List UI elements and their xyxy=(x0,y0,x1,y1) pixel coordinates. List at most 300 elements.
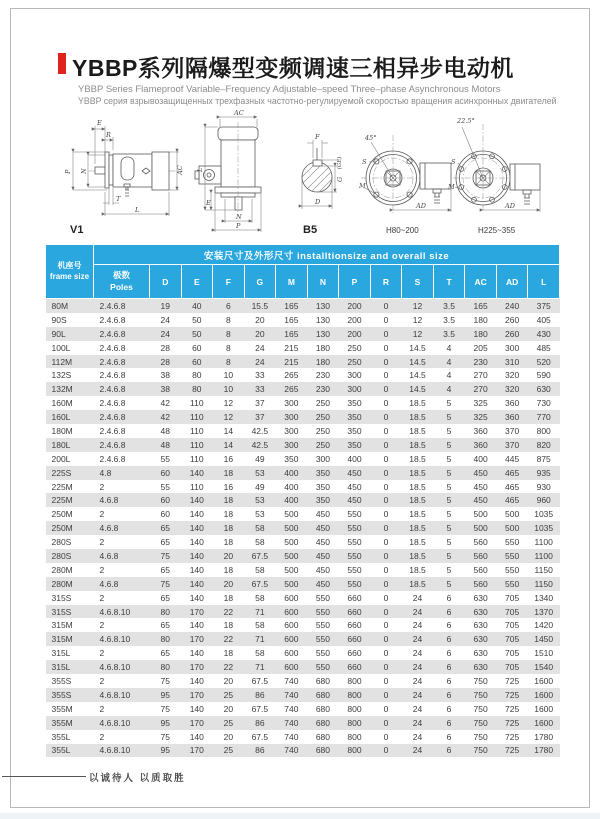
dim-ad2: AD xyxy=(505,202,515,210)
dim-value-cell: 20 xyxy=(223,703,234,714)
dim-value-cell: 465 xyxy=(505,481,520,492)
dim-value-cell: 24 xyxy=(412,606,423,617)
dim-value-cell: 500 xyxy=(284,578,299,589)
table-body xyxy=(46,299,560,758)
dim-value-cell: 800 xyxy=(347,731,362,742)
col-header-M: M xyxy=(276,265,308,299)
table-row xyxy=(46,424,560,438)
dim-m2: M xyxy=(448,183,455,191)
dim-value-cell: 300 xyxy=(284,425,299,436)
dim-value-cell: 250 xyxy=(315,439,331,450)
dim-value-cell: 500 xyxy=(505,523,520,534)
dim-value-cell: 8 xyxy=(225,356,231,367)
dim-value-cell: 800 xyxy=(347,745,362,756)
dim-value-cell: 80 xyxy=(192,370,202,381)
dim-value-cell: 800 xyxy=(536,425,551,436)
dim-value-cell: 140 xyxy=(189,675,204,686)
dim-value-cell: 590 xyxy=(536,370,551,381)
dim-value-cell: 18.5 xyxy=(409,495,426,506)
poles-cell: 4.6.8 xyxy=(99,495,119,506)
scan-edge xyxy=(0,813,600,819)
dim-value-cell: 24 xyxy=(412,717,423,728)
col-header-P: P xyxy=(339,265,371,299)
dim-value-cell: 130 xyxy=(315,314,331,325)
dim-value-cell: 140 xyxy=(189,564,204,575)
dim-value-cell: 6 xyxy=(446,634,452,645)
dim-value-cell: 110 xyxy=(190,453,204,464)
dim-value-cell: 520 xyxy=(536,356,551,367)
table-row xyxy=(46,299,560,313)
dim-n: N xyxy=(80,168,88,174)
dim-value-cell: 58 xyxy=(255,523,265,534)
dim-value-cell: 450 xyxy=(473,467,488,478)
dim-value-cell: 14 xyxy=(223,439,234,450)
dim-value-cell: 75 xyxy=(160,731,170,742)
table-row xyxy=(46,744,560,758)
frame-size-cell: 250M xyxy=(51,523,73,534)
frame-size-cell: 160L xyxy=(51,412,71,423)
dim-value-cell: 48 xyxy=(160,425,170,436)
poles-cell: 2 xyxy=(99,537,105,548)
dim-value-cell: 450 xyxy=(315,509,331,520)
dim-value-cell: 705 xyxy=(505,648,520,659)
dim-value-cell: 445 xyxy=(505,453,520,464)
col-header-AD: AD xyxy=(496,265,528,299)
dim-value-cell: 400 xyxy=(284,495,299,506)
dim-value-cell: 450 xyxy=(347,467,362,478)
dim-value-cell: 0 xyxy=(383,453,389,464)
dim-value-cell: 265 xyxy=(284,384,299,395)
dim-value-cell: 320 xyxy=(505,384,520,395)
dim-value-cell: 0 xyxy=(383,481,389,492)
dim-value-cell: 22 xyxy=(223,662,234,673)
dim-value-cell: 300 xyxy=(315,453,331,464)
dim-value-cell: 8 xyxy=(225,314,231,325)
dim-value-cell: 3.5 xyxy=(443,328,455,339)
dim-value-cell: 6 xyxy=(446,620,452,631)
dim-value-cell: 37 xyxy=(255,398,265,409)
dim-value-cell: 500 xyxy=(284,564,299,575)
dim-value-cell: 360 xyxy=(473,439,488,450)
dim-value-cell: 110 xyxy=(190,412,204,423)
dim-value-cell: 38 xyxy=(160,384,170,395)
dim-value-cell: 400 xyxy=(347,453,362,464)
dim-value-cell: 170 xyxy=(189,634,204,645)
dim-value-cell: 560 xyxy=(473,537,488,548)
table-row xyxy=(46,674,560,688)
dim-value-cell: 18.5 xyxy=(409,578,426,589)
frame-size-cell: 225M xyxy=(51,481,73,492)
dim-value-cell: 550 xyxy=(347,564,362,575)
dim-value-cell: 230 xyxy=(473,356,488,367)
dim-value-cell: 0 xyxy=(383,620,389,631)
dim-value-cell: 350 xyxy=(315,481,331,492)
dim-value-cell: 95 xyxy=(160,689,170,700)
poles-cell: 2.4.6.8 xyxy=(99,439,126,450)
dim-value-cell: 42.5 xyxy=(251,439,269,450)
dim-value-cell: 0 xyxy=(383,439,389,450)
dim-value-cell: 750 xyxy=(473,745,488,756)
table-row xyxy=(46,452,560,466)
dim-value-cell: 22 xyxy=(223,634,234,645)
frame-size-cell: 250M xyxy=(51,509,73,520)
table-row xyxy=(46,313,560,327)
dim-value-cell: 630 xyxy=(473,648,488,659)
dim-value-cell: 58 xyxy=(255,564,265,575)
dim-value-cell: 0 xyxy=(383,717,389,728)
table-row xyxy=(46,702,560,716)
dim-value-cell: 500 xyxy=(505,509,520,520)
dim-value-cell: 80 xyxy=(160,634,170,645)
dim-value-cell: 550 xyxy=(315,634,331,645)
dim-value-cell: 660 xyxy=(347,648,362,659)
frame-size-cell: 315S xyxy=(51,606,72,617)
dim-value-cell: 200 xyxy=(347,314,362,325)
dim-value-cell: 450 xyxy=(347,495,362,506)
dim-value-cell: 71 xyxy=(255,662,265,673)
dim-value-cell: 10 xyxy=(223,384,234,395)
dim-value-cell: 50 xyxy=(192,314,202,325)
dim-value-cell: 930 xyxy=(536,481,551,492)
dim-value-cell: 140 xyxy=(189,703,204,714)
dim-value-cell: 6 xyxy=(446,606,452,617)
dim-value-cell: 450 xyxy=(315,537,331,548)
dim-value-cell: 5 xyxy=(446,439,452,450)
dim-g: G xyxy=(336,176,344,182)
dim-value-cell: 65 xyxy=(160,523,170,534)
table-row xyxy=(46,563,560,577)
dim-value-cell: 0 xyxy=(383,328,389,339)
dim-value-cell: 140 xyxy=(189,523,204,534)
dim-value-cell: 680 xyxy=(315,689,331,700)
dim-value-cell: 1780 xyxy=(534,731,554,742)
dim-value-cell: 14.5 xyxy=(409,370,426,381)
dim-value-cell: 740 xyxy=(284,717,299,728)
dim-value-cell: 24 xyxy=(160,328,170,339)
dim-value-cell: 1780 xyxy=(534,745,554,756)
dim-value-cell: 58 xyxy=(255,620,265,631)
dim-value-cell: 170 xyxy=(189,662,204,673)
table-row xyxy=(46,480,560,494)
dim-value-cell: 12 xyxy=(412,300,423,311)
dim-value-cell: 705 xyxy=(505,662,520,673)
dim-value-cell: 820 xyxy=(536,439,551,450)
dim-value-cell: 24 xyxy=(412,745,423,756)
frame-size-header-en: frame size xyxy=(49,271,90,281)
dim-value-cell: 25 xyxy=(223,745,234,756)
dim-value-cell: 5 xyxy=(446,509,452,520)
dim-value-cell: 58 xyxy=(255,648,265,659)
dim-s2: S xyxy=(451,158,456,166)
dim-value-cell: 6 xyxy=(446,717,452,728)
dim-value-cell: 67.5 xyxy=(251,578,269,589)
dim-value-cell: 53 xyxy=(255,495,265,506)
dim-value-cell: 75 xyxy=(160,578,170,589)
dim-value-cell: 40 xyxy=(192,300,202,311)
dim-value-cell: 170 xyxy=(189,689,204,700)
dim-value-cell: 165 xyxy=(284,328,299,339)
dim-value-cell: 15.5 xyxy=(251,300,269,311)
dim-value-cell: 360 xyxy=(505,398,520,409)
table-row xyxy=(46,341,560,355)
dim-value-cell: 20 xyxy=(223,578,234,589)
v1-motor-drawing xyxy=(64,119,184,216)
dim-value-cell: 260 xyxy=(505,328,520,339)
dim-value-cell: 680 xyxy=(315,745,331,756)
subtitle-english: YBBP Series Flameproof Variable–Frequency Adjustable–speed Three–phase Asynchronous Motors xyxy=(78,84,501,95)
dim-value-cell: 67.5 xyxy=(251,550,269,561)
footer-line xyxy=(2,776,86,777)
dim-value-cell: 350 xyxy=(347,412,362,423)
frame-size-cell: 112M xyxy=(51,356,73,367)
frame-size-cell: 315L xyxy=(51,662,71,673)
dim-value-cell: 750 xyxy=(473,689,488,700)
poles-cell: 2 xyxy=(99,675,105,686)
dim-value-cell: 22 xyxy=(223,606,234,617)
table-row xyxy=(46,535,560,549)
dim-value-cell: 60 xyxy=(192,356,202,367)
table-row xyxy=(46,493,560,507)
dim-value-cell: 14.5 xyxy=(409,342,426,353)
poles-header-en: Poles xyxy=(110,281,133,292)
dim-value-cell: 16 xyxy=(223,453,234,464)
dim-value-cell: 1035 xyxy=(534,523,554,534)
dim-value-cell: 300 xyxy=(284,412,299,423)
table-row xyxy=(46,327,560,341)
dim-value-cell: 550 xyxy=(505,550,520,561)
dim-value-cell: 24 xyxy=(412,648,423,659)
frame-size-cell: 90S xyxy=(51,314,67,325)
dim-value-cell: 325 xyxy=(473,412,488,423)
dim-value-cell: 740 xyxy=(284,745,299,756)
poles-cell: 2 xyxy=(99,620,105,631)
dim-value-cell: 0 xyxy=(383,523,389,534)
col-header-F: F xyxy=(213,265,245,299)
dim-value-cell: 1340 xyxy=(534,592,554,603)
dim-value-cell: 80 xyxy=(192,384,202,395)
dim-value-cell: 140 xyxy=(189,592,204,603)
dim-p2: P xyxy=(236,222,241,230)
dim-value-cell: 33 xyxy=(255,384,265,395)
dim-value-cell: 800 xyxy=(347,717,362,728)
dim-value-cell: 300 xyxy=(347,370,362,381)
dim-value-cell: 6 xyxy=(446,648,452,659)
dim-45deg: 45° xyxy=(365,134,377,142)
dim-value-cell: 465 xyxy=(505,467,520,478)
dim-value-cell: 800 xyxy=(347,675,362,686)
dim-value-cell: 33 xyxy=(255,370,265,381)
dim-value-cell: 65 xyxy=(160,592,170,603)
dim-value-cell: 935 xyxy=(536,467,551,478)
dim-value-cell: 180 xyxy=(473,328,488,339)
col-header-G: G xyxy=(244,265,276,299)
dim-value-cell: 750 xyxy=(473,703,488,714)
dim-value-cell: 130 xyxy=(315,300,331,311)
dim-value-cell: 350 xyxy=(347,425,362,436)
table-row xyxy=(46,591,560,605)
frame-size-cell: 280S xyxy=(51,537,72,548)
dim-value-cell: 465 xyxy=(505,495,520,506)
dim-value-cell: 1100 xyxy=(534,537,553,548)
dim-value-cell: 450 xyxy=(347,481,362,492)
dim-value-cell: 5 xyxy=(446,412,452,423)
dim-value-cell: 430 xyxy=(536,328,551,339)
footer-motto: 以诚待人 以质取胜 xyxy=(89,773,186,784)
dim-value-cell: 550 xyxy=(315,662,331,673)
dim-value-cell: 960 xyxy=(536,495,551,506)
dim-value-cell: 165 xyxy=(284,300,299,311)
dim-value-cell: 140 xyxy=(189,467,204,478)
dim-value-cell: 725 xyxy=(505,717,520,728)
dim-value-cell: 49 xyxy=(255,481,265,492)
dim-value-cell: 800 xyxy=(347,703,362,714)
dim-value-cell: 86 xyxy=(255,717,265,728)
dim-value-cell: 725 xyxy=(505,675,520,686)
dim-value-cell: 18.5 xyxy=(409,550,426,561)
dim-value-cell: 10 xyxy=(223,370,234,381)
dim-value-cell: 24 xyxy=(412,592,423,603)
frame-size-cell: 355S xyxy=(51,675,72,686)
dim-e: E xyxy=(97,119,102,127)
dim-value-cell: 0 xyxy=(383,356,389,367)
dim-value-cell: 5 xyxy=(446,578,452,589)
frame-size-cell: 90L xyxy=(51,328,66,339)
dim-value-cell: 4 xyxy=(446,342,452,353)
dim-value-cell: 180 xyxy=(315,342,331,353)
dim-value-cell: 450 xyxy=(315,523,331,534)
dim-value-cell: 740 xyxy=(284,731,299,742)
dim-value-cell: 630 xyxy=(473,634,488,645)
dim-e2: E xyxy=(206,199,211,207)
dim-value-cell: 0 xyxy=(383,731,389,742)
dim-value-cell: 180 xyxy=(315,356,331,367)
dim-value-cell: 0 xyxy=(383,495,389,506)
dim-value-cell: 600 xyxy=(284,620,299,631)
v1-view-label: V1 xyxy=(70,224,84,236)
dim-value-cell: 86 xyxy=(255,689,265,700)
dim-value-cell: 1420 xyxy=(534,620,554,631)
col-header-S: S xyxy=(402,265,434,299)
dim-value-cell: 6 xyxy=(225,300,231,311)
dim-value-cell: 630 xyxy=(473,606,488,617)
dim-value-cell: 18.5 xyxy=(409,412,426,423)
table-row xyxy=(46,410,560,424)
dim-value-cell: 20 xyxy=(255,328,265,339)
dim-value-cell: 20 xyxy=(223,550,234,561)
frame-size-cell: 160M xyxy=(51,398,73,409)
dim-value-cell: 550 xyxy=(315,606,331,617)
dim-value-cell: 18.5 xyxy=(409,453,426,464)
dim-value-cell: 14.5 xyxy=(409,356,426,367)
col-header-AC: AC xyxy=(465,265,497,299)
dim-value-cell: 725 xyxy=(505,703,520,714)
dim-value-cell: 450 xyxy=(315,564,331,575)
dim-value-cell: 0 xyxy=(383,384,389,395)
dim-value-cell: 5 xyxy=(446,495,452,506)
poles-cell: 2.4.6.8 xyxy=(99,356,126,367)
poles-header xyxy=(94,265,150,299)
frame-size-cell: 315M xyxy=(51,634,73,645)
dim-value-cell: 250 xyxy=(347,342,362,353)
dim-value-cell: 6 xyxy=(446,689,452,700)
dim-value-cell: 60 xyxy=(160,467,170,478)
dim-225deg: 22.5° xyxy=(457,117,475,125)
dim-value-cell: 660 xyxy=(347,634,362,645)
dim-value-cell: 24 xyxy=(255,342,265,353)
dim-d: D xyxy=(315,198,321,206)
dim-value-cell: 42.5 xyxy=(251,425,269,436)
dim-value-cell: 140 xyxy=(189,537,204,548)
dim-value-cell: 1150 xyxy=(534,578,553,589)
poles-cell: 2 xyxy=(99,509,105,520)
dim-ac: AC xyxy=(176,165,184,175)
dim-value-cell: 6 xyxy=(446,731,452,742)
dim-value-cell: 49 xyxy=(255,453,265,464)
poles-cell: 2 xyxy=(99,648,105,659)
dim-value-cell: 65 xyxy=(160,564,170,575)
dim-value-cell: 18 xyxy=(223,592,234,603)
dim-value-cell: 170 xyxy=(189,745,204,756)
title-accent-bar xyxy=(58,53,66,74)
dim-value-cell: 215 xyxy=(284,356,299,367)
dim-value-cell: 95 xyxy=(160,745,170,756)
dim-value-cell: 680 xyxy=(315,675,331,686)
dim-value-cell: 37 xyxy=(255,412,265,423)
dim-value-cell: 205 xyxy=(473,342,488,353)
dim-value-cell: 300 xyxy=(505,342,520,353)
frame-size-cell: 80M xyxy=(51,300,69,311)
h225-range-label: H225~355 xyxy=(478,226,516,235)
table-row xyxy=(46,368,560,382)
dim-value-cell: 60 xyxy=(160,509,170,520)
poles-cell: 2 xyxy=(99,481,105,492)
poles-cell: 4.6.8 xyxy=(99,578,119,589)
dim-value-cell: 270 xyxy=(473,384,488,395)
table-row xyxy=(46,577,560,591)
dim-value-cell: 38 xyxy=(160,370,170,381)
dim-value-cell: 680 xyxy=(315,717,331,728)
dim-value-cell: 110 xyxy=(190,439,204,450)
col-header-L: L xyxy=(528,265,560,299)
dim-value-cell: 0 xyxy=(383,648,389,659)
dim-value-cell: 725 xyxy=(505,745,520,756)
dim-value-cell: 50 xyxy=(192,328,202,339)
dim-value-cell: 770 xyxy=(536,412,551,423)
dim-value-cell: 1540 xyxy=(534,662,554,673)
dim-value-cell: 400 xyxy=(473,453,488,464)
dim-value-cell: 24 xyxy=(412,689,423,700)
dim-value-cell: 24 xyxy=(412,703,423,714)
dim-value-cell: 18 xyxy=(223,648,234,659)
dim-value-cell: 300 xyxy=(284,398,299,409)
dim-value-cell: 95 xyxy=(160,717,170,728)
main-table-header: 安装尺寸及外形尺寸 installtionsize and overall size xyxy=(94,245,560,265)
dim-ge: (GE) xyxy=(337,156,343,170)
dim-value-cell: 24 xyxy=(412,731,423,742)
table-row xyxy=(46,507,560,521)
dim-value-cell: 0 xyxy=(383,314,389,325)
dim-value-cell: 0 xyxy=(383,662,389,673)
dim-value-cell: 750 xyxy=(473,717,488,728)
dim-value-cell: 660 xyxy=(347,606,362,617)
dim-value-cell: 350 xyxy=(315,495,331,506)
dim-value-cell: 110 xyxy=(190,425,204,436)
dim-value-cell: 12 xyxy=(223,412,234,423)
poles-cell: 2.4.6.8 xyxy=(99,384,126,395)
dim-value-cell: 18.5 xyxy=(409,467,426,478)
frame-size-cell: 280S xyxy=(51,550,72,561)
table-row xyxy=(46,646,560,660)
